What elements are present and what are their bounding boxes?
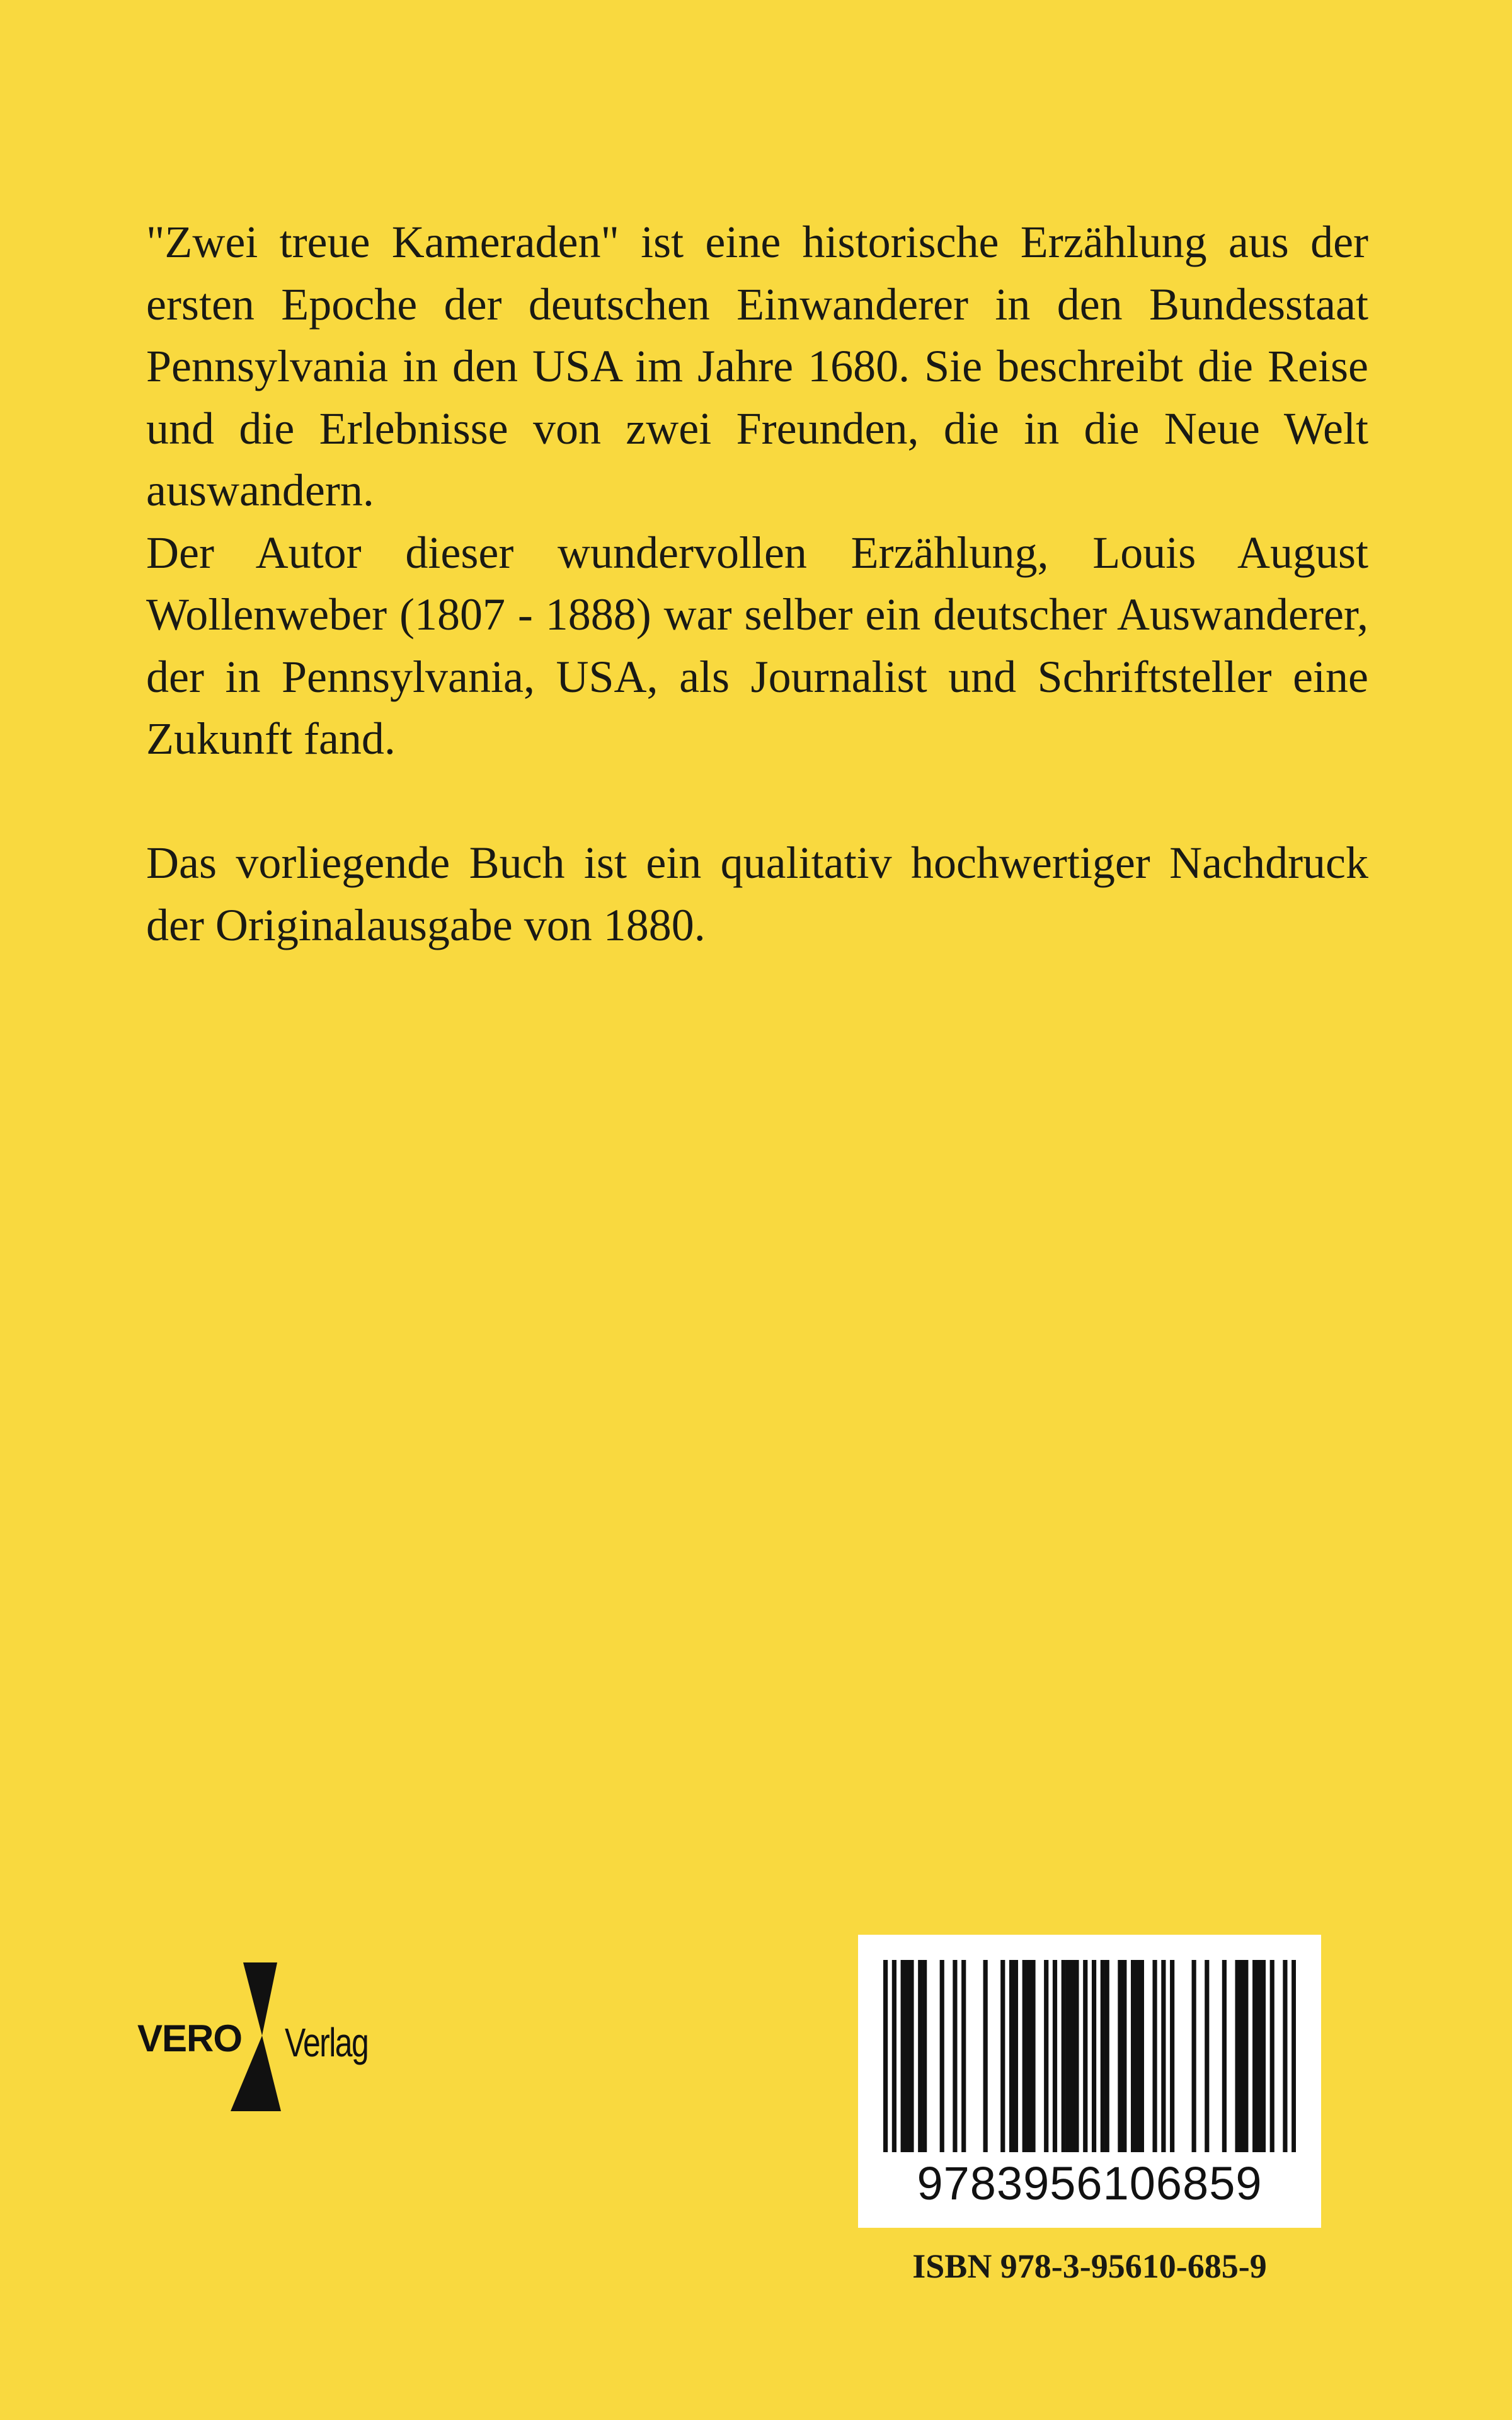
barcode-bar bbox=[1135, 1960, 1140, 2152]
barcode-bars bbox=[883, 1960, 1296, 2152]
barcode-bar bbox=[905, 1960, 909, 2152]
barcode-bar bbox=[1192, 1960, 1196, 2152]
barcode-bar bbox=[953, 1960, 957, 2152]
barcode-bar bbox=[1009, 1960, 1014, 2152]
barcode-bar bbox=[1000, 1960, 1005, 2152]
barcode-bar bbox=[1070, 1960, 1074, 2152]
barcode-bar bbox=[1252, 1960, 1257, 2152]
barcode-bar bbox=[940, 1960, 944, 2152]
barcode-bar bbox=[1261, 1960, 1266, 2152]
barcode-bar bbox=[1083, 1960, 1087, 2152]
barcode-bar bbox=[1222, 1960, 1227, 2152]
barcode-bar bbox=[1235, 1960, 1239, 2152]
barcode-bar bbox=[909, 1960, 914, 2152]
barcode-bar bbox=[1257, 1960, 1261, 2152]
barcode-bar bbox=[918, 1960, 922, 2152]
barcode-bar bbox=[1092, 1960, 1096, 2152]
barcode-bar bbox=[883, 1960, 888, 2152]
barcode-bar bbox=[1044, 1960, 1048, 2152]
back-cover-blurb bbox=[146, 211, 1368, 956]
publisher-logo bbox=[137, 1961, 389, 2112]
barcode-bar bbox=[1022, 1960, 1027, 2152]
publisher-logo-suffix: Verlag bbox=[285, 2020, 369, 2065]
barcode-bar bbox=[1239, 1960, 1244, 2152]
barcode-bar bbox=[1027, 1960, 1031, 2152]
barcode-bar bbox=[922, 1960, 927, 2152]
barcode-bar bbox=[1118, 1960, 1122, 2152]
barcode bbox=[858, 1935, 1321, 2228]
blurb-paragraph-author: Der Autor dieser wundervollen Erzählung, Louis August Wollenweber (1807 - 1888) war selber ein deutscher Auswanderer, der in Pennsylvania, USA, als Journalist und Schriftsteller eine Zukunft fand. bbox=[146, 527, 1368, 764]
blurb-paragraph-summary: "Zwei treue Kameraden" ist eine historische Erzählung aus der ersten Epoche der deutschen Einwanderer in den Bundesstaat Pennsylvania in den USA im Jahre 1680. Sie beschreibt die Reise und die Erlebnisse von zwei Freunden, die in die Neue Welt auswandern. bbox=[146, 217, 1368, 516]
barcode-bar bbox=[1074, 1960, 1079, 2152]
barcode-bar bbox=[1205, 1960, 1209, 2152]
publisher-logo-brand: VERO bbox=[137, 2017, 243, 2060]
barcode-bar bbox=[1270, 1960, 1274, 2152]
barcode-bar bbox=[1014, 1960, 1018, 2152]
barcode-bar bbox=[1131, 1960, 1135, 2152]
barcode-bar bbox=[961, 1960, 966, 2152]
barcode-bar bbox=[983, 1960, 988, 2152]
barcode-bar bbox=[892, 1960, 896, 2152]
barcode-bar bbox=[1105, 1960, 1109, 2152]
barcode-bar bbox=[1140, 1960, 1144, 2152]
barcode-bar bbox=[1122, 1960, 1126, 2152]
isbn-label: ISBN 978-3-95610-685-9 bbox=[912, 2247, 1267, 2285]
barcode-bar bbox=[1062, 1960, 1066, 2152]
barcode-bar bbox=[1283, 1960, 1287, 2152]
barcode-bar bbox=[1292, 1960, 1296, 2152]
barcode-bar bbox=[1101, 1960, 1105, 2152]
barcode-bar bbox=[1244, 1960, 1248, 2152]
blurb-paragraph-edition: Das vorliegende Buch ist ein qualitativ hochwertiger Nachdruck der Originalausgabe von 1880. bbox=[146, 838, 1368, 950]
barcode-bar bbox=[1161, 1960, 1166, 2152]
barcode-bar bbox=[1170, 1960, 1174, 2152]
barcode-bar bbox=[901, 1960, 905, 2152]
barcode-bar bbox=[1152, 1960, 1157, 2152]
barcode-bar bbox=[1053, 1960, 1057, 2152]
barcode-bar bbox=[1031, 1960, 1035, 2152]
barcode-bar bbox=[1066, 1960, 1070, 2152]
barcode-digits: 9783956106859 bbox=[917, 2157, 1263, 2210]
